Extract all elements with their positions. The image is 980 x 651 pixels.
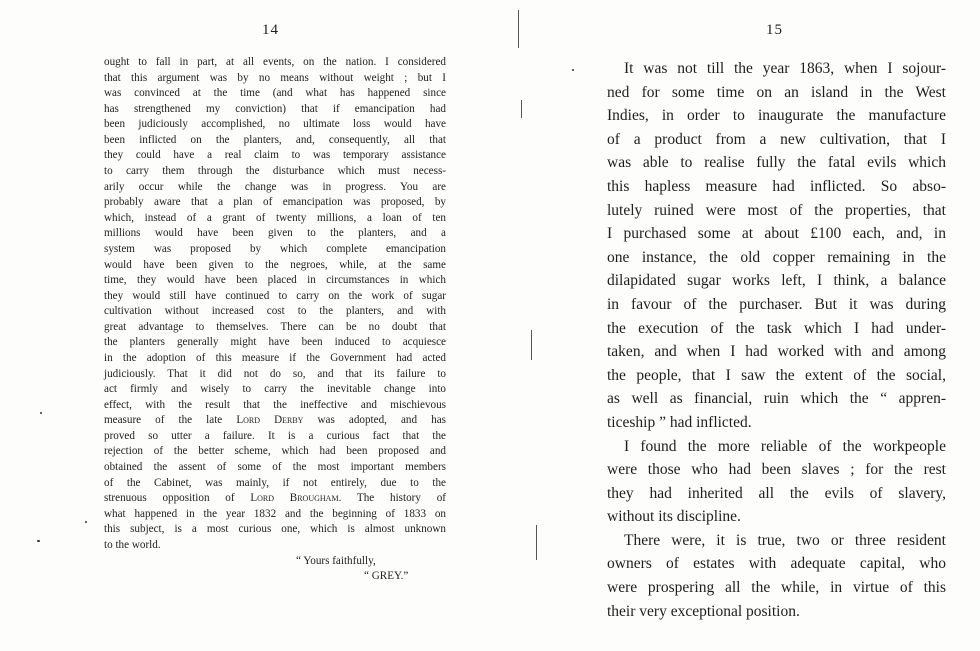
text-line: was able to realise fully the fatal evils which	[607, 154, 946, 172]
text-line: were prospering all the while, in virtue of this	[607, 579, 946, 597]
text-line: as well as financial, ruin which the “ appren-	[607, 390, 946, 408]
print-speck	[40, 412, 42, 414]
text-line: they could have a real claim to was temporary assistance	[104, 149, 446, 162]
gutter-shadow	[518, 10, 519, 48]
text-line: rejection of the better scheme, which had been proposed and	[104, 445, 446, 458]
letter-signature: “ GREY.”	[364, 570, 409, 583]
text-line: time, they would have been placed in circumstances in which	[104, 274, 446, 287]
text-line: without its discipline.	[607, 508, 741, 526]
left-page-body	[104, 55, 446, 585]
text-line: been inflicted on the planters, and, consequently, all that	[104, 133, 446, 146]
text-line: taken, and when I had worked with and among	[607, 343, 946, 361]
text-line: they would still have continued to carry on the work of sugar	[104, 289, 446, 302]
text-line: which, instead of a grant of twenty millions, a loan of ten	[104, 211, 446, 224]
text-line: measure of the late Lord Derby was adopted, and has	[104, 414, 446, 427]
text-line: probably aware that a plan of emancipation was proposed, by	[104, 196, 446, 209]
text-line: the planters generally might have been induced to acquiesce	[104, 336, 446, 349]
text-line: what happened in the year 1832 and the beginning of 1833 on	[104, 507, 446, 520]
text-line: been judiciously accomplished, no ultimate loss would have	[104, 118, 446, 131]
right-page-number: 15	[766, 22, 783, 38]
text-line: millions would have been given to the planters, and a	[104, 227, 446, 240]
text-line: the execution of the task which I had under-	[607, 319, 946, 337]
text-line: cultivation without increased cost to the planters, and with	[104, 305, 446, 318]
text-line: was convinced at the time (and what has happened since	[104, 87, 446, 100]
text-line: judiciously. That it did not do so, and that its failure to	[104, 367, 446, 380]
text-line: that this argument was by no means without weight ; but I	[104, 71, 446, 84]
text-line: has strengthened my conviction) that if emancipation had	[104, 102, 446, 115]
text-line: of a product from a new cultivation, that I	[607, 130, 946, 148]
text-line: It was not till the year 1863, when I sojour-	[624, 60, 946, 77]
left-page-number: 14	[262, 22, 279, 38]
text-line: this hapless measure had inflicted. So abso-	[607, 177, 946, 195]
text-line: lutely ruined were most of the properties, that	[607, 201, 946, 219]
text-line: to carry them through the disturbance which must necess-	[104, 165, 446, 178]
text-line: ought to fall in part, at all events, on the nation. I considered	[104, 56, 446, 68]
text-line: were those who had been slaves ; for the rest	[607, 461, 946, 479]
text-line: Indies, in order to inaugurate the manufacture	[607, 107, 946, 125]
text-line: their very exceptional position.	[607, 602, 800, 620]
text-line: would have been given to the negroes, while, at the same	[104, 258, 446, 271]
text-line: in the adoption of this measure if the Government had acted	[104, 351, 446, 364]
text-line: effect, with the result that the ineffective and mischievous	[104, 398, 446, 411]
text-line: ticeship ” had inflicted.	[607, 413, 752, 431]
print-speck	[85, 521, 87, 523]
text-line: arily occur while the change was in progress. You are	[104, 180, 446, 193]
text-line: obtained the assent of some of the most important members	[104, 461, 446, 474]
text-line: great advantage to themselves. There can be no doubt that	[104, 320, 446, 333]
text-line: to the world.	[104, 538, 161, 551]
text-line: ned for some time on an island in the West	[607, 83, 946, 101]
print-speck	[37, 540, 40, 542]
text-line: in favour of the purchaser. But it was during	[607, 295, 946, 313]
letter-closing: “ Yours faithfully,	[296, 554, 376, 567]
text-line: of the Cabinet, was mainly, if not entirely, due to the	[104, 476, 446, 489]
text-line: one instance, the old copper remaining in the	[607, 248, 946, 266]
gutter-shadow	[521, 100, 522, 118]
text-line: they had inherited all the evils of slavery,	[607, 484, 946, 502]
text-line: proved so utter a failure. It is a curious fact that the	[104, 429, 446, 442]
text-line: the people, that I saw the extent of the social,	[607, 366, 946, 384]
gutter-shadow	[531, 330, 532, 360]
small-caps-name: Lord Brougham	[250, 492, 339, 505]
text-line: strenuous opposition of Lord Brougham. The history of	[104, 492, 446, 505]
text-line: I purchased some at about £100 each, and, in	[607, 225, 946, 243]
gutter-shadow	[536, 525, 537, 560]
right-page-body	[607, 57, 946, 623]
print-speck	[572, 69, 574, 71]
text-line: owners of estates with adequate capital, who	[607, 555, 946, 573]
text-line: this subject, is a most curious one, which is almost unknown	[104, 523, 446, 536]
text-line: dilapidated sugar works left, I think, a balance	[607, 272, 946, 290]
text-line: act firmly and wisely to carry the inevitable change into	[104, 383, 446, 396]
text-line: There were, it is true, two or three resident	[624, 531, 946, 549]
text-line: system was proposed by which complete emancipation	[104, 242, 446, 255]
text-line: I found the more reliable of the workpeople	[624, 437, 946, 455]
small-caps-name: Lord Derby	[236, 414, 304, 427]
